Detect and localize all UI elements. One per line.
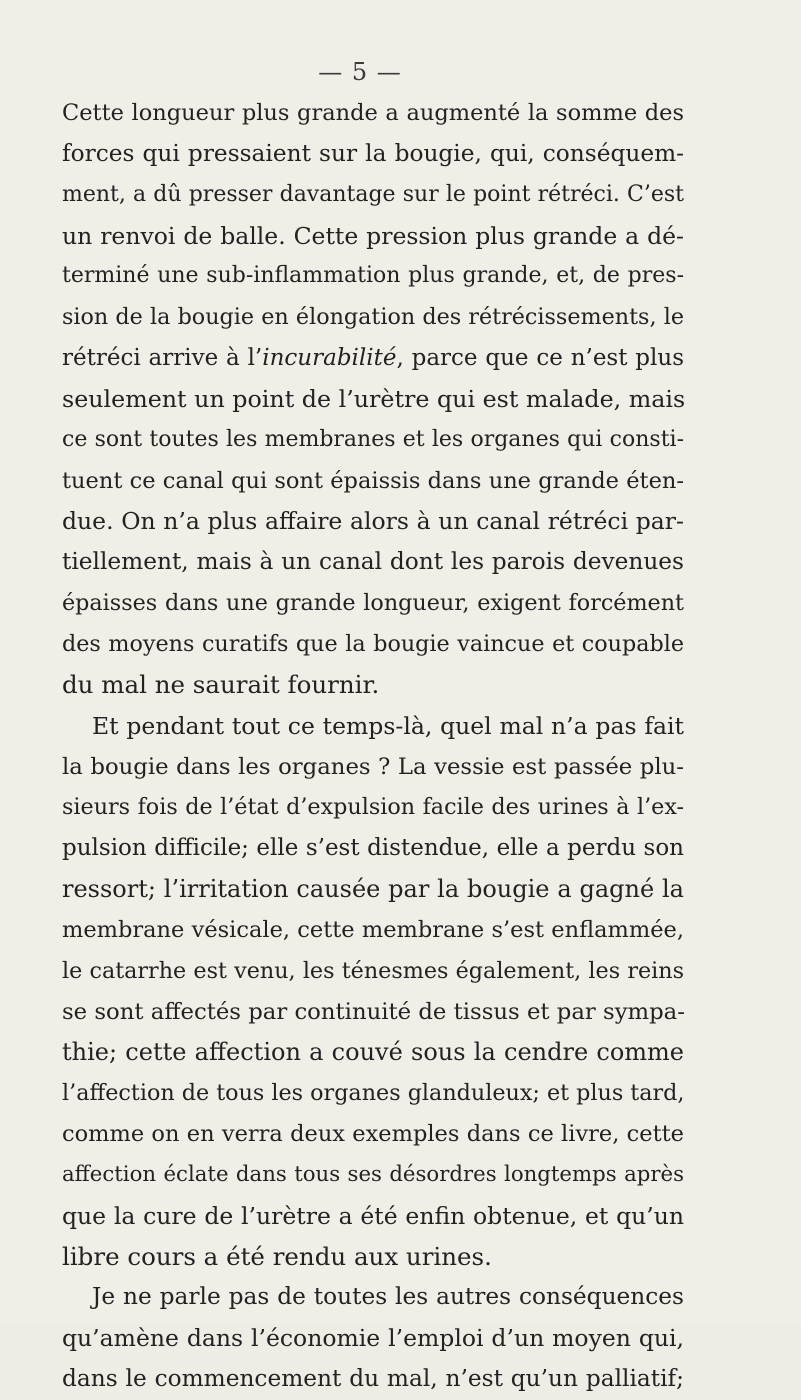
text-line: Et pendant tout ce temps-là, quel mal n’a pas fait — [92, 711, 684, 740]
text-line: terminé une sub-inflammation plus grande, et, de pres- — [62, 263, 684, 289]
text-line: un renvoi de balle. Cette pression plus grande a dé- — [62, 221, 684, 250]
text-line: due. On n’a plus affaire alors à un canal rétréci par- — [62, 507, 684, 536]
text-line — [62, 338, 684, 379]
text-line: Je ne parle pas de toutes les autres conséquences — [92, 1283, 684, 1311]
text-line: membrane vésicale, cette membrane s’est enflammée, — [62, 916, 684, 943]
text-line: l’affection de tous les organes glanduleux; et plus tard, — [62, 1080, 685, 1107]
text-line: tiellement, mais à un canal dont les parois devenues — [62, 548, 684, 576]
text-line: des moyens curatifs que la bougie vaincue et coupable — [62, 630, 684, 657]
text-line: ce sont toutes les membranes et les organes qui consti- — [62, 426, 684, 452]
text-line: épaisses dans une grande longueur, exigent forcément — [62, 590, 684, 617]
text-line: forces qui pressaient sur la bougie, qui, conséquem- — [62, 139, 684, 167]
italic-term: incurabilité — [262, 345, 397, 372]
text-line: pulsion difficile; elle s’est distendue, elle a perdu son — [62, 835, 684, 862]
text-line: le catarrhe est venu, les ténesmes également, les reins — [62, 957, 684, 984]
text-line: sion de la bougie en élongation des rétrécissements, le — [62, 304, 684, 331]
text-line: tuent ce canal qui sont épaissis dans une grande éten- — [62, 467, 684, 494]
text-line: thie; cette affection a couvé sous la cendre comme — [62, 1038, 684, 1067]
page-number: — 5 — — [318, 58, 402, 86]
body-text — [62, 93, 684, 1400]
text-line: dans le commencement du mal, n’est qu’un palliatif; — [62, 1365, 684, 1393]
text-line: comme on en verra deux exemples dans ce livre, cette — [62, 1121, 684, 1148]
text-line: la bougie dans les organes ? La vessie est passée plu- — [62, 753, 684, 780]
text-line: que la cure de l’urètre a été enfin obtenue, et qu’un — [62, 1201, 684, 1230]
text-line: ment, a dû presser davantage sur le point rétréci. C’est — [62, 181, 684, 207]
text-line: affection éclate dans tous ses désordres longtemps après — [62, 1161, 684, 1187]
text-line: du mal ne saurait fournir. — [62, 669, 380, 699]
text-line: sieurs fois de l’état d’expulsion facile des urines à l’ex- — [62, 794, 684, 821]
text-line: se sont affectés par continuité de tissus et par sympa- — [62, 998, 685, 1025]
text-fragment: rétréci arrive à l’ — [62, 345, 263, 372]
text-line: Cette longueur plus grande a augmenté la somme des — [62, 100, 684, 126]
text-line: qu’amène dans l’économie l’emploi d’un moyen qui, — [62, 1324, 684, 1353]
text-line: ressort; l’irritation causée par la bougie a gagné la — [62, 875, 684, 904]
text-fragment: , parce que ce n’est plus — [396, 345, 685, 372]
text-line: libre cours a été rendu aux urines. — [62, 1241, 492, 1271]
text-line: seulement un point de l’urètre qui est malade, mais — [62, 384, 686, 413]
